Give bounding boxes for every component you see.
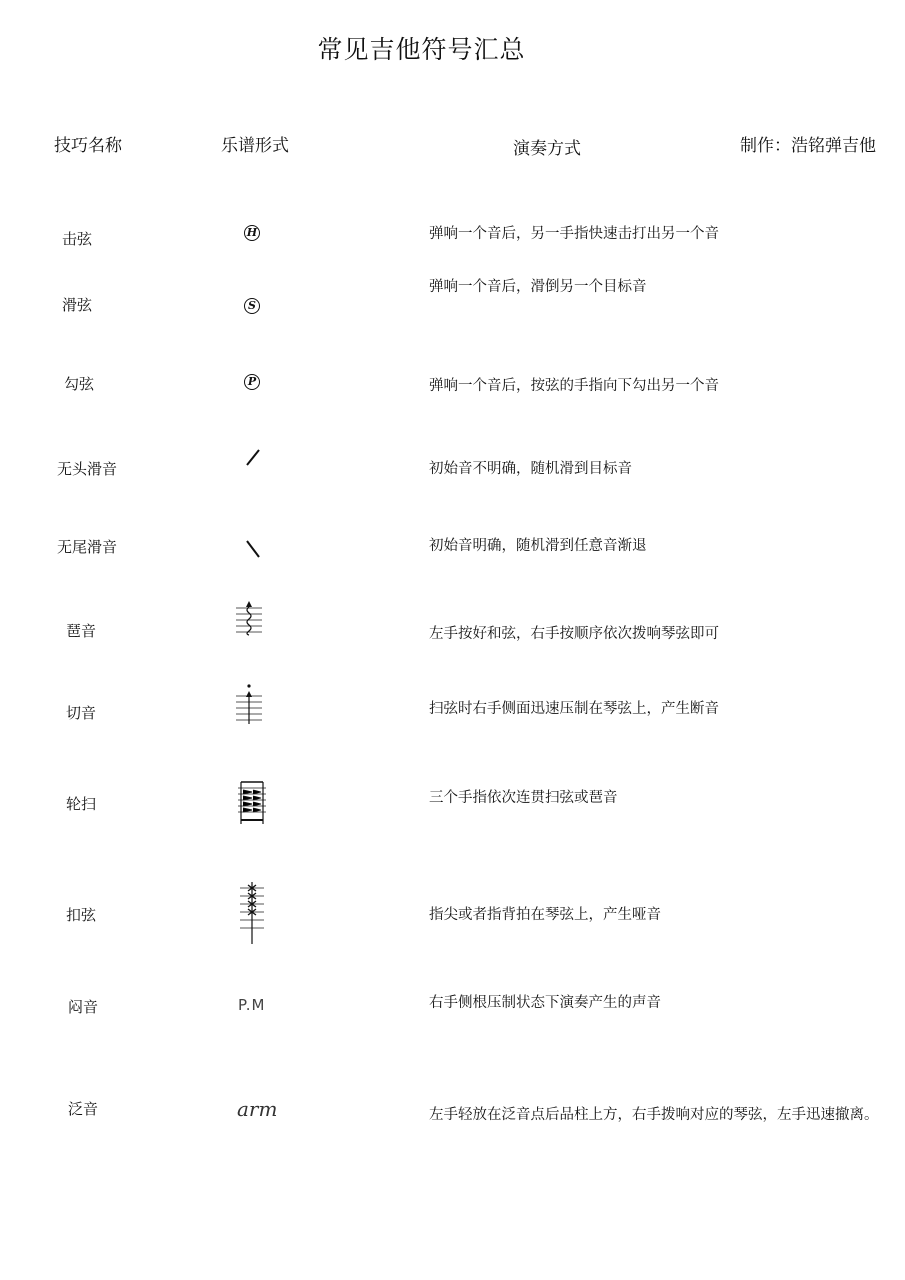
palm-mute-symbol: P.M <box>238 996 266 1014</box>
description-slide-out: 初始音明确，随机滑到任意音渐退 <box>429 538 647 554</box>
description-slide-in: 初始音不明确，随机滑到目标音 <box>429 461 632 477</box>
slide-circle-s-icon: S <box>244 298 260 314</box>
page-title: 常见吉他符号汇总 <box>317 35 526 64</box>
technique-name-pull-off: 勾弦 <box>64 375 95 393</box>
header-credit: 制作：浩铭弹吉他 <box>740 136 876 156</box>
technique-name-muted-slap: 扣弦 <box>66 906 97 924</box>
technique-name-arpeggio: 琶音 <box>66 622 97 640</box>
header-notation: 乐谱形式 <box>221 136 289 156</box>
description-muted-slap: 指尖或者指背拍在琴弦上，产生哑音 <box>429 907 661 923</box>
technique-name-staccato: 切音 <box>66 704 97 722</box>
technique-name-hammer-on: 击弦 <box>62 230 93 248</box>
technique-name-slide-in: 无头滑音 <box>57 460 118 478</box>
slide-down-line-icon <box>244 538 262 560</box>
description-hammer-on: 弹响一个音后，另一手指快速击打出另一个音 <box>429 226 719 242</box>
header-technique-name: 技巧名称 <box>54 136 122 156</box>
muted-x-notes-icon <box>238 880 268 946</box>
technique-name-palm-mute: 闷音 <box>68 998 99 1016</box>
staccato-strum-arrow-icon <box>234 682 266 730</box>
technique-name-rasgueado: 轮扫 <box>66 795 97 813</box>
arpeggio-wavy-arrow-icon <box>234 598 266 640</box>
description-pull-off: 弹响一个音后，按弦的手指向下勾出另一个音 <box>429 378 719 394</box>
technique-name-harmonic: 泛音 <box>68 1100 99 1118</box>
description-slide: 弹响一个音后，滑倒另一个目标音 <box>429 279 647 295</box>
description-harmonic: 左手轻放在泛音点后品柱上方，右手拨响对应的琴弦，左手迅速撤离。 <box>429 1107 879 1123</box>
description-rasgueado: 三个手指依次连贯扫弦或琶音 <box>429 790 618 806</box>
hammer-on-circle-h-icon: H <box>244 225 260 241</box>
slide-up-line-icon <box>244 446 262 468</box>
description-palm-mute: 右手侧根压制状态下演奏产生的声音 <box>429 995 661 1011</box>
pull-off-circle-p-icon: P <box>244 374 260 390</box>
description-arpeggio: 左手按好和弦，右手按顺序依次拨响琴弦即可 <box>429 626 719 642</box>
header-playing-method: 演奏方式 <box>513 139 581 159</box>
technique-name-slide: 滑弦 <box>62 296 93 314</box>
rasgueado-strum-icon <box>234 776 270 830</box>
harmonic-symbol: arm <box>237 1097 278 1121</box>
description-staccato: 扫弦时右手侧面迅速压制在琴弦上，产生断音 <box>429 701 719 717</box>
technique-name-slide-out: 无尾滑音 <box>57 538 118 556</box>
